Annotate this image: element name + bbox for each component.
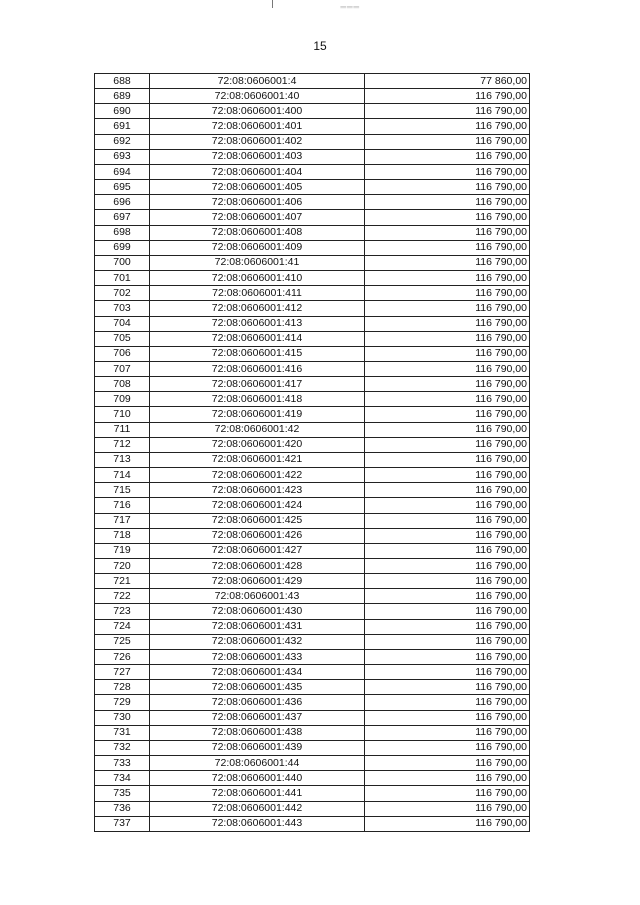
row-number: 700	[95, 255, 150, 270]
table-row	[95, 134, 530, 149]
value-amount: 116 790,00	[365, 528, 530, 543]
table-row	[95, 528, 530, 543]
value-amount: 77 860,00	[365, 74, 530, 89]
value-amount: 116 790,00	[365, 377, 530, 392]
row-number: 730	[95, 710, 150, 725]
value-amount: 116 790,00	[365, 301, 530, 316]
table-row	[95, 149, 530, 164]
value-amount: 116 790,00	[365, 164, 530, 179]
value-amount: 116 790,00	[365, 513, 530, 528]
cadastral-number: 72:08:0606001:418	[150, 392, 365, 407]
row-number: 713	[95, 452, 150, 467]
cadastral-number: 72:08:0606001:431	[150, 619, 365, 634]
value-amount: 116 790,00	[365, 361, 530, 376]
value-amount: 116 790,00	[365, 680, 530, 695]
cadastral-number: 72:08:0606001:421	[150, 452, 365, 467]
value-amount: 116 790,00	[365, 483, 530, 498]
table-row	[95, 665, 530, 680]
value-amount: 116 790,00	[365, 468, 530, 483]
row-number: 698	[95, 225, 150, 240]
table-row	[95, 119, 530, 134]
cadastral-number: 72:08:0606001:426	[150, 528, 365, 543]
row-number: 734	[95, 771, 150, 786]
cadastral-number: 72:08:0606001:434	[150, 665, 365, 680]
value-amount: 116 790,00	[365, 589, 530, 604]
value-amount: 116 790,00	[365, 255, 530, 270]
table-row	[95, 316, 530, 331]
scan-mark	[272, 0, 273, 8]
cadastral-number: 72:08:0606001:408	[150, 225, 365, 240]
value-amount: 116 790,00	[365, 756, 530, 771]
cadastral-number: 72:08:0606001:427	[150, 543, 365, 558]
table-row	[95, 634, 530, 649]
row-number: 708	[95, 377, 150, 392]
table-row	[95, 543, 530, 558]
table-row	[95, 619, 530, 634]
row-number: 693	[95, 149, 150, 164]
cadastral-number: 72:08:0606001:42	[150, 422, 365, 437]
row-number: 716	[95, 498, 150, 513]
cadastral-number: 72:08:0606001:419	[150, 407, 365, 422]
table-row	[95, 710, 530, 725]
value-amount: 116 790,00	[365, 559, 530, 574]
table-row	[95, 649, 530, 664]
table-row	[95, 498, 530, 513]
table-row	[95, 104, 530, 119]
cadastral-number: 72:08:0606001:432	[150, 634, 365, 649]
cadastral-number: 72:08:0606001:420	[150, 437, 365, 452]
row-number: 711	[95, 422, 150, 437]
row-number: 710	[95, 407, 150, 422]
table-row	[95, 680, 530, 695]
header-mark: 𝍡𝍡𝍡	[340, 1, 360, 10]
table-row	[95, 361, 530, 376]
value-amount: 116 790,00	[365, 271, 530, 286]
cadastral-number: 72:08:0606001:43	[150, 589, 365, 604]
row-number: 695	[95, 180, 150, 195]
row-number: 732	[95, 740, 150, 755]
cadastral-number: 72:08:0606001:433	[150, 649, 365, 664]
value-amount: 116 790,00	[365, 498, 530, 513]
page-number: 15	[313, 39, 327, 53]
row-number: 697	[95, 210, 150, 225]
value-amount: 116 790,00	[365, 816, 530, 831]
value-amount: 116 790,00	[365, 422, 530, 437]
table-row	[95, 801, 530, 816]
table-row	[95, 210, 530, 225]
cadastral-number: 72:08:0606001:412	[150, 301, 365, 316]
table-row	[95, 407, 530, 422]
row-number: 692	[95, 134, 150, 149]
cadastral-number: 72:08:0606001:4	[150, 74, 365, 89]
cadastral-number: 72:08:0606001:401	[150, 119, 365, 134]
row-number: 689	[95, 89, 150, 104]
table-row	[95, 483, 530, 498]
row-number: 704	[95, 316, 150, 331]
value-amount: 116 790,00	[365, 725, 530, 740]
cadastral-number: 72:08:0606001:41	[150, 255, 365, 270]
table-row	[95, 225, 530, 240]
row-number: 696	[95, 195, 150, 210]
table-row	[95, 756, 530, 771]
value-amount: 116 790,00	[365, 665, 530, 680]
cadastral-number: 72:08:0606001:430	[150, 604, 365, 619]
cadastral-number: 72:08:0606001:402	[150, 134, 365, 149]
row-number: 688	[95, 74, 150, 89]
table-row	[95, 271, 530, 286]
value-amount: 116 790,00	[365, 619, 530, 634]
row-number: 699	[95, 240, 150, 255]
cadastral-number: 72:08:0606001:441	[150, 786, 365, 801]
table-row	[95, 255, 530, 270]
value-amount: 116 790,00	[365, 316, 530, 331]
cadastral-number: 72:08:0606001:414	[150, 331, 365, 346]
value-amount: 116 790,00	[365, 149, 530, 164]
row-number: 725	[95, 634, 150, 649]
table-row	[95, 240, 530, 255]
row-number: 723	[95, 604, 150, 619]
value-amount: 116 790,00	[365, 119, 530, 134]
row-number: 735	[95, 786, 150, 801]
row-number: 701	[95, 271, 150, 286]
cadastral-number: 72:08:0606001:405	[150, 180, 365, 195]
row-number: 728	[95, 680, 150, 695]
table-row	[95, 740, 530, 755]
value-amount: 116 790,00	[365, 195, 530, 210]
table-row	[95, 437, 530, 452]
value-amount: 116 790,00	[365, 225, 530, 240]
value-amount: 116 790,00	[365, 240, 530, 255]
cadastral-number: 72:08:0606001:415	[150, 346, 365, 361]
row-number: 709	[95, 392, 150, 407]
row-number: 706	[95, 346, 150, 361]
row-number: 724	[95, 619, 150, 634]
value-amount: 116 790,00	[365, 392, 530, 407]
cadastral-number: 72:08:0606001:429	[150, 574, 365, 589]
value-amount: 116 790,00	[365, 695, 530, 710]
row-number: 737	[95, 816, 150, 831]
value-amount: 116 790,00	[365, 740, 530, 755]
value-amount: 116 790,00	[365, 543, 530, 558]
table-row	[95, 164, 530, 179]
value-amount: 116 790,00	[365, 771, 530, 786]
table-row	[95, 725, 530, 740]
row-number: 714	[95, 468, 150, 483]
cadastral-number: 72:08:0606001:439	[150, 740, 365, 755]
row-number: 720	[95, 559, 150, 574]
value-amount: 116 790,00	[365, 649, 530, 664]
cadastral-number: 72:08:0606001:404	[150, 164, 365, 179]
value-amount: 116 790,00	[365, 437, 530, 452]
value-amount: 116 790,00	[365, 604, 530, 619]
cadastral-number: 72:08:0606001:416	[150, 361, 365, 376]
cadastral-number: 72:08:0606001:425	[150, 513, 365, 528]
table-row	[95, 513, 530, 528]
row-number: 733	[95, 756, 150, 771]
table-row	[95, 377, 530, 392]
cadastral-number: 72:08:0606001:423	[150, 483, 365, 498]
cadastral-number: 72:08:0606001:436	[150, 695, 365, 710]
cadastral-number: 72:08:0606001:40	[150, 89, 365, 104]
row-number: 726	[95, 649, 150, 664]
row-number: 731	[95, 725, 150, 740]
table-row	[95, 574, 530, 589]
row-number: 718	[95, 528, 150, 543]
table-row	[95, 301, 530, 316]
table-row	[95, 589, 530, 604]
table-row	[95, 392, 530, 407]
value-amount: 116 790,00	[365, 346, 530, 361]
cadastral-number: 72:08:0606001:435	[150, 680, 365, 695]
table-row	[95, 195, 530, 210]
value-amount: 116 790,00	[365, 574, 530, 589]
value-amount: 116 790,00	[365, 134, 530, 149]
table-row	[95, 786, 530, 801]
row-number: 694	[95, 164, 150, 179]
row-number: 707	[95, 361, 150, 376]
cadastral-number: 72:08:0606001:413	[150, 316, 365, 331]
value-amount: 116 790,00	[365, 634, 530, 649]
cadastral-number: 72:08:0606001:410	[150, 271, 365, 286]
table-row	[95, 89, 530, 104]
table-row	[95, 816, 530, 831]
value-amount: 116 790,00	[365, 331, 530, 346]
table-row	[95, 346, 530, 361]
cadastral-number: 72:08:0606001:417	[150, 377, 365, 392]
table-row	[95, 180, 530, 195]
table-row	[95, 286, 530, 301]
cadastral-number: 72:08:0606001:422	[150, 468, 365, 483]
table-row	[95, 422, 530, 437]
cadastral-number: 72:08:0606001:442	[150, 801, 365, 816]
cadastral-number: 72:08:0606001:403	[150, 149, 365, 164]
row-number: 703	[95, 301, 150, 316]
value-amount: 116 790,00	[365, 786, 530, 801]
cadastral-number: 72:08:0606001:411	[150, 286, 365, 301]
value-amount: 116 790,00	[365, 210, 530, 225]
cadastral-number: 72:08:0606001:440	[150, 771, 365, 786]
row-number: 690	[95, 104, 150, 119]
row-number: 727	[95, 665, 150, 680]
table-row	[95, 695, 530, 710]
row-number: 736	[95, 801, 150, 816]
cadastral-number: 72:08:0606001:443	[150, 816, 365, 831]
row-number: 722	[95, 589, 150, 604]
value-amount: 116 790,00	[365, 286, 530, 301]
table-row	[95, 74, 530, 89]
row-number: 717	[95, 513, 150, 528]
table-row	[95, 559, 530, 574]
registry-table	[94, 73, 530, 832]
cadastral-number: 72:08:0606001:438	[150, 725, 365, 740]
value-amount: 116 790,00	[365, 180, 530, 195]
cadastral-number: 72:08:0606001:409	[150, 240, 365, 255]
cadastral-number: 72:08:0606001:437	[150, 710, 365, 725]
table-row	[95, 604, 530, 619]
value-amount: 116 790,00	[365, 407, 530, 422]
cadastral-number: 72:08:0606001:428	[150, 559, 365, 574]
cadastral-number: 72:08:0606001:44	[150, 756, 365, 771]
cadastral-number: 72:08:0606001:407	[150, 210, 365, 225]
table-row	[95, 468, 530, 483]
row-number: 719	[95, 543, 150, 558]
row-number: 702	[95, 286, 150, 301]
value-amount: 116 790,00	[365, 452, 530, 467]
row-number: 729	[95, 695, 150, 710]
cadastral-number: 72:08:0606001:424	[150, 498, 365, 513]
row-number: 715	[95, 483, 150, 498]
table-row	[95, 331, 530, 346]
row-number: 705	[95, 331, 150, 346]
cadastral-number: 72:08:0606001:400	[150, 104, 365, 119]
value-amount: 116 790,00	[365, 801, 530, 816]
table-row	[95, 771, 530, 786]
table-row	[95, 452, 530, 467]
value-amount: 116 790,00	[365, 104, 530, 119]
row-number: 721	[95, 574, 150, 589]
cadastral-number: 72:08:0606001:406	[150, 195, 365, 210]
value-amount: 116 790,00	[365, 89, 530, 104]
value-amount: 116 790,00	[365, 710, 530, 725]
row-number: 712	[95, 437, 150, 452]
row-number: 691	[95, 119, 150, 134]
